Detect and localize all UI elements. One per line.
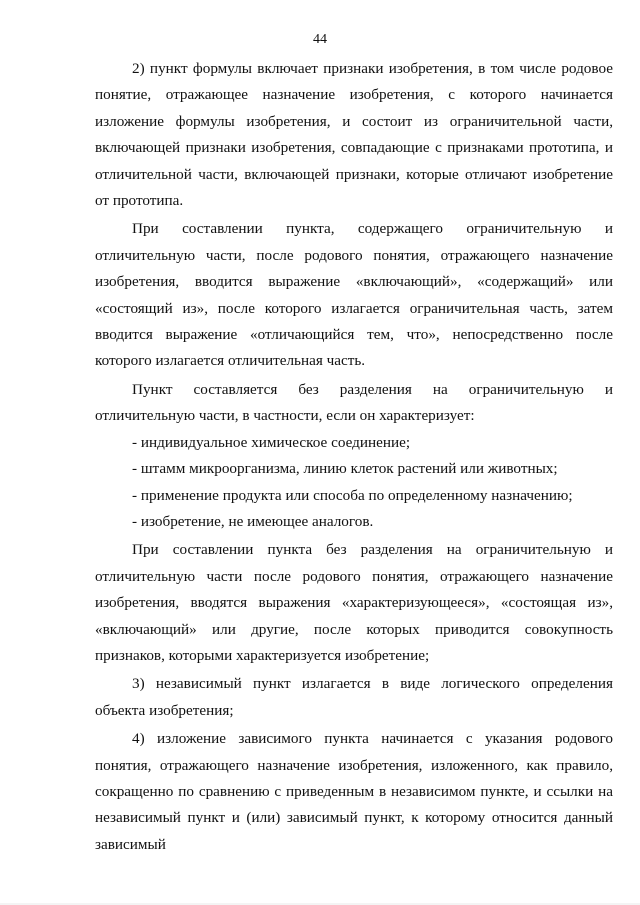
paragraph-without-division: Пункт составляется без разделения на ограничительную и отличительную части, в частности, если он характеризует: — [95, 380, 613, 425]
paragraph-restrictive-distinctive-parts: При составлении пункта, содержащего ограничительную и отличительную части, после родового понятия, отражающего назначение изобретения, вводится выражение «включающий», «содержащий» или «состоящий из», после которого излагается ограничительная часть, затем вводится выражение «отличающийся тем, что», непосредственно после которого излагается отличительная часть. — [95, 220, 613, 370]
paragraph-claim-point-3: 3) независимый пункт излагается в виде логического определения объекта изобретения; — [95, 675, 613, 719]
paragraph-claim-point-2: 2) пункт формулы включает признаки изобретения, в том числе родовое понятие, отражающее назначение изобретения, с которого начинается изложение формулы изобретения, и состоит из ограничительной части, включающей признаки изобретения, совпадающие с признаками прототипа, и отличительной части, включающей признаки, которые отличают изобретение от прототипа. — [95, 60, 613, 210]
list-item: - индивидуальное химическое соединение; — [132, 433, 411, 451]
document-body — [95, 56, 613, 858]
paragraph-expressions-without-division: При составлении пункта без разделения на ограничительную и отличительную части после родового понятия, отражающего назначение изобретения, вводятся выражения «характеризующееся», «состоящая из», «включающий» или другие, после которых приводится совокупность признаков, которыми характеризуется изобретение; — [95, 541, 613, 664]
list-item: - изобретение, не имеющее аналогов. — [132, 512, 374, 530]
page-number: 44 — [313, 32, 327, 47]
list-item: - штамм микроорганизма, линию клеток растений или животных; — [132, 460, 558, 478]
paragraph-claim-point-4: 4) изложение зависимого пункта начинается с указания родового понятия, отражающего назначение изобретения, изложенного, как правило, сокращенно по сравнению с приведенным в независимом пункте, и ссылки на независимый пункт и (или) зависимый пункт, к которому относится данный зависимый — [95, 730, 613, 853]
list-item: - применение продукта или способа по определенному назначению; — [132, 486, 573, 504]
